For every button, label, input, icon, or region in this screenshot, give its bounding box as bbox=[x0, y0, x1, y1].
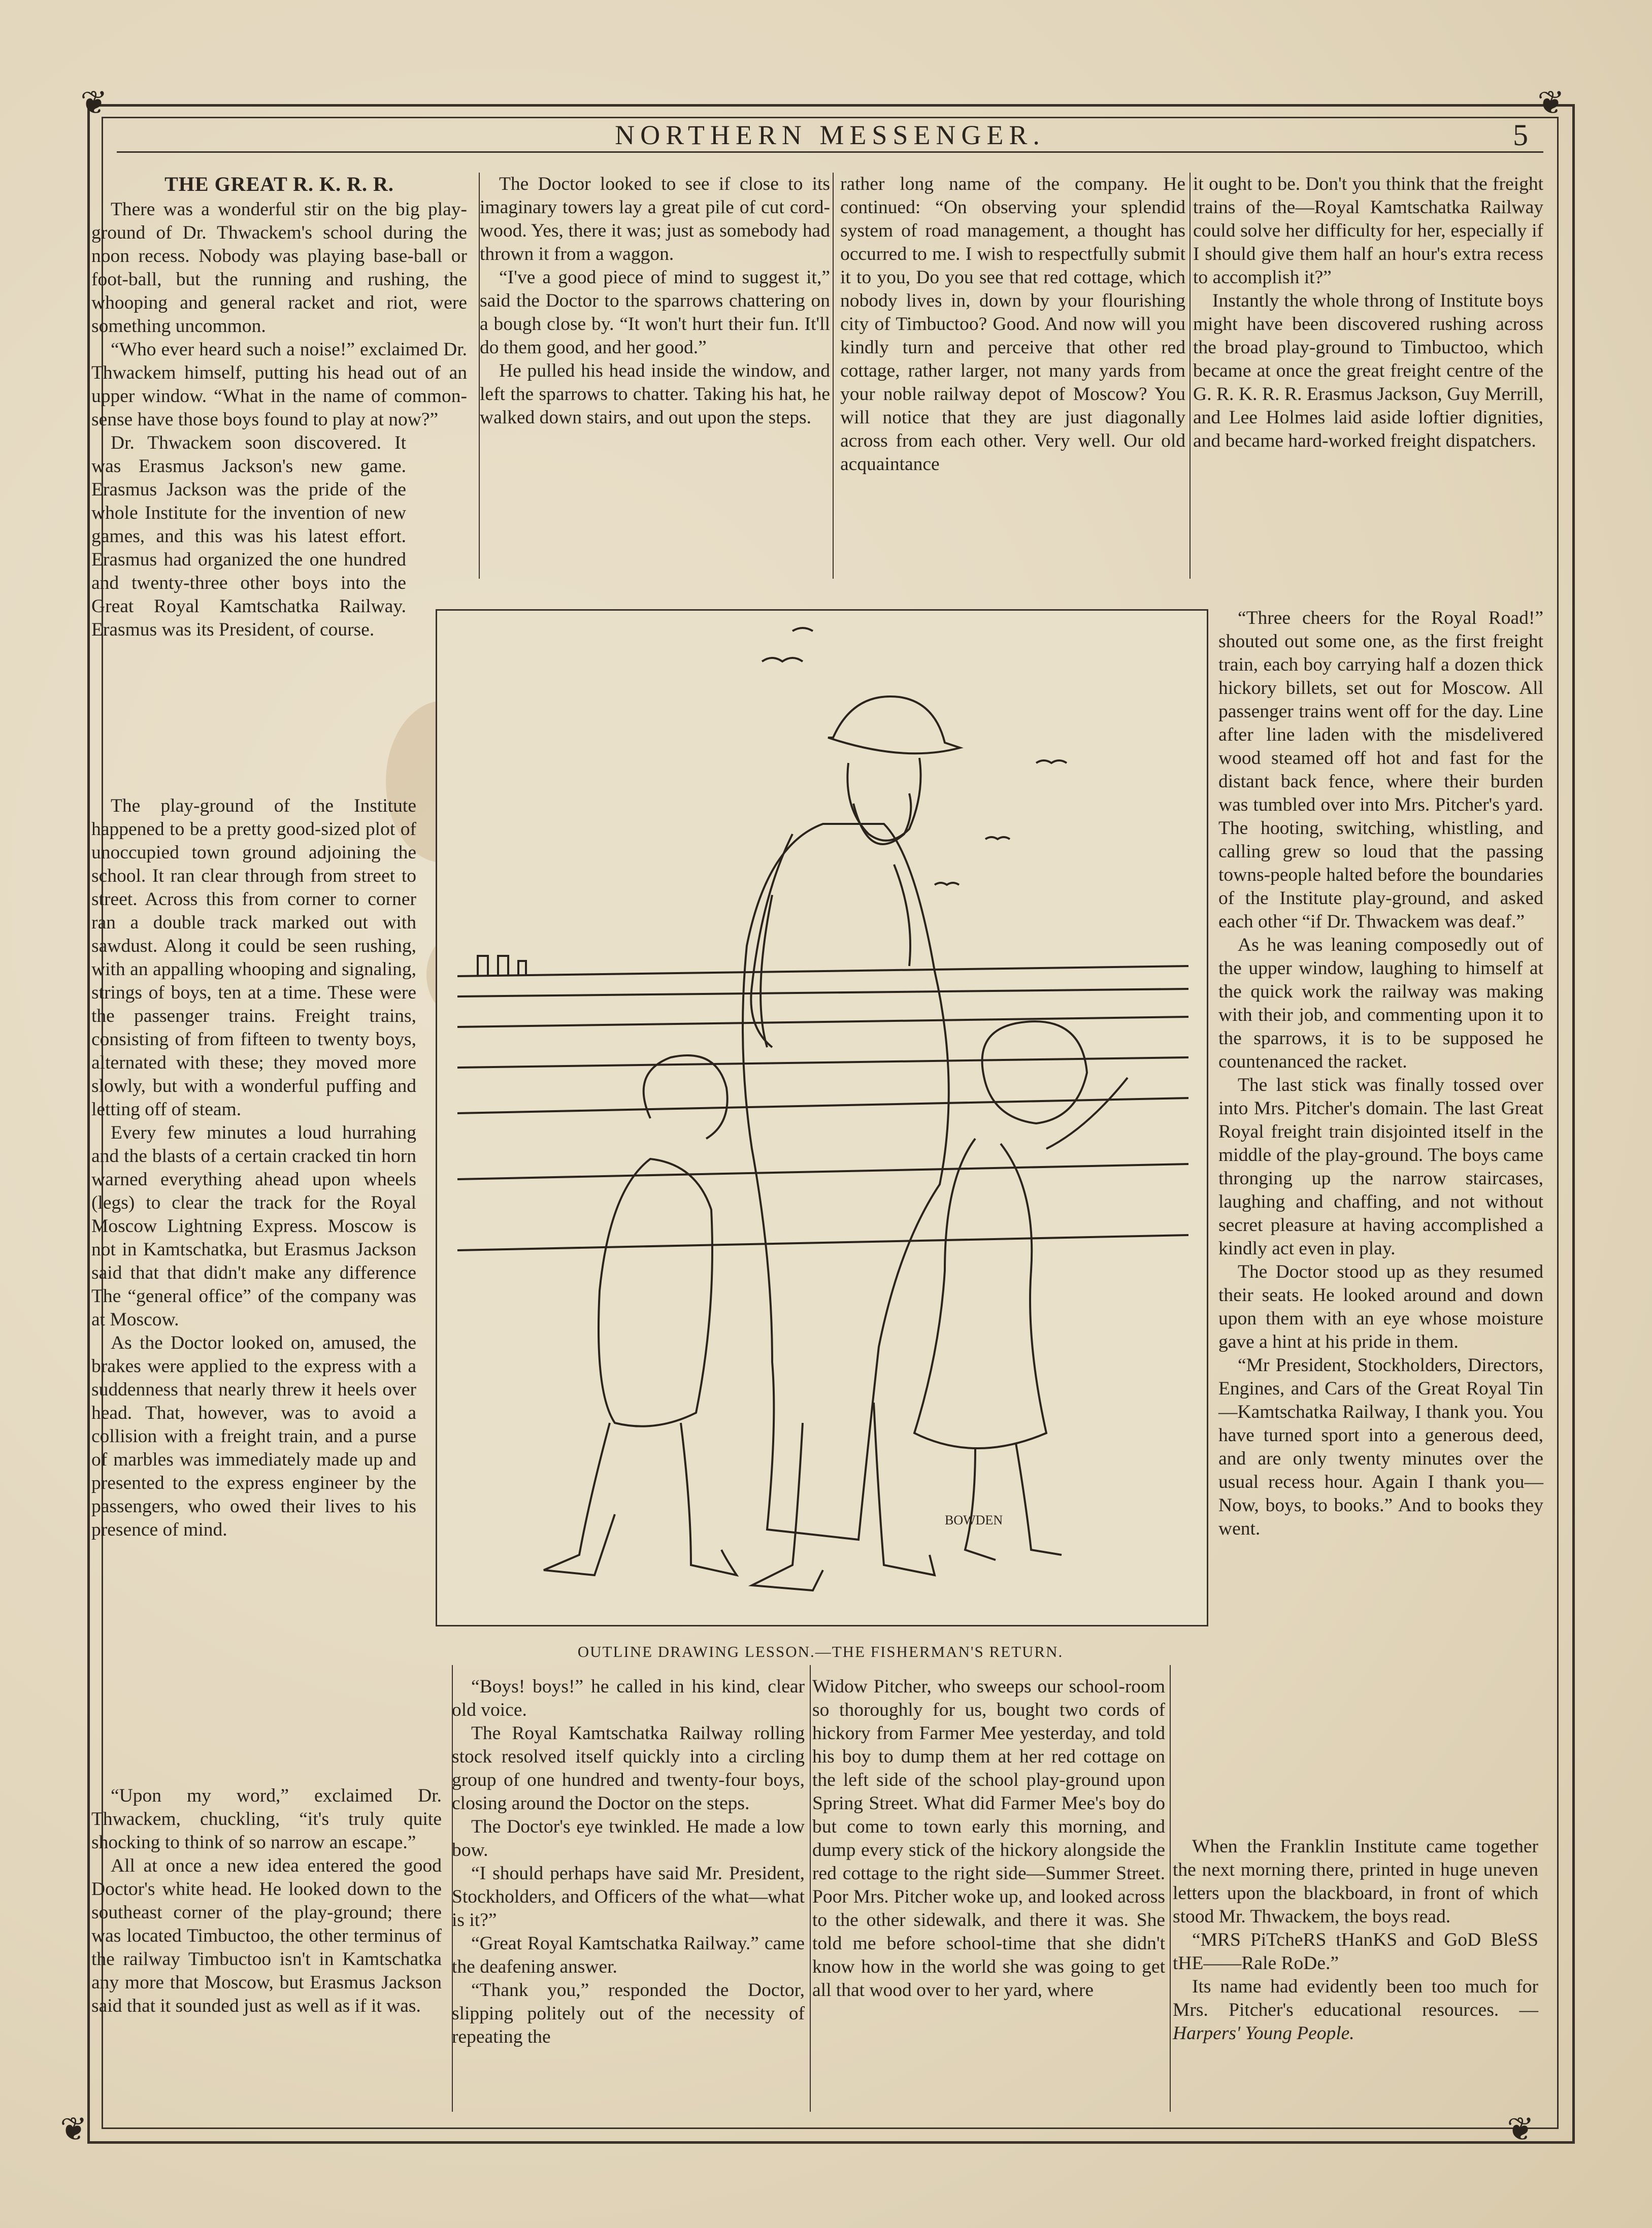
column-rule bbox=[1170, 1665, 1171, 2112]
paragraph: As the Doctor looked on, amused, the brakes were applied to the express with a suddenness that nearly threw it heels over head. That, however, was to avoid a collision with a freight train, and a purse of marbles was immediately made up and presented to the express engineer by the passengers, who owed their lives to his presence of mind. bbox=[91, 1333, 416, 1540]
sea-line bbox=[457, 1057, 1188, 1068]
fisherman-net bbox=[751, 834, 792, 1047]
boy-leg bbox=[681, 1423, 737, 1575]
page-header bbox=[117, 119, 1543, 153]
bird-icon bbox=[985, 837, 1010, 839]
paragraph: “Upon my word,” exclaimed Dr. Thwackem, chuckling, “it's truly quite shocking to think of so narrow an escape.” bbox=[91, 1785, 442, 1853]
paragraph: “Who ever heard such a noise!” exclaimed Dr. Thwackem himself, putting his head out of an upper window. “What in the name of common-sense have those boys found to play at now?” bbox=[91, 339, 467, 430]
column-1-narrow bbox=[91, 794, 416, 1542]
girl-dress bbox=[914, 1139, 1046, 1448]
girl-leg bbox=[1016, 1443, 1062, 1555]
bird-icon bbox=[792, 628, 813, 631]
paragraph: “I should perhaps have said Mr. President, Stockholders, and Officers of the what—what is it?” bbox=[452, 1863, 805, 1931]
paragraph: “MRS PiTcheRS tHanKS and GoD BleSS tHE——Rale RoDe.” bbox=[1173, 1930, 1538, 1974]
girl-arm bbox=[1046, 1078, 1128, 1149]
page-number: 5 bbox=[1513, 118, 1528, 152]
masthead: NORTHERN MESSENGER. bbox=[615, 120, 1045, 150]
fisherman-hat bbox=[828, 696, 960, 753]
column-rule bbox=[833, 173, 834, 579]
source-credit: Harpers' Young People. bbox=[1173, 2023, 1354, 2044]
paragraph: it ought to be. Don't you think that the freight trains of the—Royal Kamtschatka Railway could solve her difficulty for her, especially if I should give them half an hour's extra recess to accomplish it?” bbox=[1193, 174, 1543, 288]
article-title: THE GREAT R. K. R. R. bbox=[164, 173, 394, 195]
paragraph: He pulled his head inside the window, and left the sparrows to chatter. Taking his hat, he walked down stairs, and out upon the steps. bbox=[480, 360, 830, 428]
paragraph: There was a wonderful stir on the big play-ground of Dr. Thwackem's school during the noon recess. Nobody was playing base-ball or foot-ball, but the running and rushing, the whooping and general racket and riot, were something uncommon. bbox=[91, 199, 467, 337]
column-rule bbox=[810, 1665, 811, 2112]
paragraph: The last stick was finally tossed over into Mrs. Pitcher's domain. The last Great Royal freight train disjointed itself in the middle of the play-ground. The boys came thronging up the narrow staircases, laughing and chaffing, and not without secret pleasure at having accomplished a kindly act even in play. bbox=[1218, 1075, 1543, 1259]
paragraph: The Doctor looked to see if close to its imaginary towers lay a great pile of cut cord-wood. Yes, there it was; just as somebody had thrown it from a waggon. bbox=[480, 174, 830, 264]
column-4-narrow bbox=[1218, 607, 1543, 1541]
bird-icon bbox=[762, 658, 803, 661]
engraving-illustration bbox=[436, 609, 1208, 1626]
corner-ornament-icon: ❦ bbox=[1537, 84, 1565, 122]
boy-head bbox=[644, 1055, 728, 1139]
paragraph: All at once a new idea entered the good Doctor's white head. He looked down to the southeast corner of the play-ground; there was located Timbuctoo, the other terminus of the railway Timbuctoo isn't in Kamtschatka any more that Moscow, but Erasmus Jackson said that it sounded just as well as if it was. bbox=[91, 1855, 442, 2016]
fisherman-body bbox=[743, 824, 949, 1540]
paragraph: The Doctor's eye twinkled. He made a low bow. bbox=[452, 1816, 805, 1860]
column-1 bbox=[91, 173, 467, 642]
paragraph: Every few minutes a loud hurrahing and the blasts of a certain cracked tin horn warned everything ahead upon wheels (legs) to clear the track for the Royal Moscow Lightning Express. Moscow is not in Kamtschatka, but Erasmus Jackson said that that didn't make any difference The “general office” of the company was at Moscow. bbox=[91, 1122, 416, 1330]
girl-leg bbox=[965, 1448, 996, 1560]
paragraph: Instantly the whole throng of Institute boys might have been discovered rushing across the broad play-ground to Timbuctoo, which became at once the great freight centre of the G. R. K. R. R. Erasmus Jackson, Guy Merrill, and Lee Holmes laid aside loftier dignities, and became hard-worked freight dispatchers. bbox=[1193, 290, 1543, 451]
paragraph: The Royal Kamtschatka Railway rolling stock resolved itself quickly into a circling group of one hundred and twenty-four boys, closing around the Doctor on the steps. bbox=[452, 1723, 805, 1814]
column-3-top bbox=[840, 173, 1185, 476]
sea-line bbox=[457, 1098, 1188, 1113]
sea-line bbox=[457, 1017, 1188, 1027]
paragraph: “Thank you,” responded the Doctor, slipping politely out of the necessity of repeating the bbox=[452, 1980, 805, 2047]
paragraph: The Doctor stood up as they resumed their seats. He looked around and down upon them with an eye whose moisture gave a hint at his pride in them. bbox=[1218, 1261, 1543, 1352]
fisherman-boot bbox=[752, 1423, 823, 1590]
bird-icon bbox=[935, 883, 959, 885]
paragraph: Dr. Thwackem soon discovered. It was Erasmus Jackson's new game. Erasmus Jackson was the pride of the whole Institute for the invention of new games, and this was his latest effort. Erasmus had organized the one hundred and twenty-three other boys into the Great Royal Kamtschatka Railway. Erasmus was its President, of course. bbox=[91, 433, 406, 640]
boy-body bbox=[599, 1159, 712, 1426]
paragraph: “Mr President, Stockholders, Directors, Engines, and Cars of the Great Royal Tin—Kamtschatka Railway, I thank you. You have turned sport into a generous deed, and are only twenty minutes over the usual recess hour. Again I thank you—Now, boys, to books.” And to books they went. bbox=[1218, 1355, 1543, 1539]
fisherman-boot bbox=[874, 1403, 935, 1575]
horizon-line bbox=[457, 966, 1188, 976]
artist-signature: BOWDEN bbox=[945, 1513, 1003, 1527]
girl-head bbox=[982, 1021, 1087, 1123]
paragraph: Widow Pitcher, who sweeps our school-room so thoroughly for us, bought two cords of hickory from Farmer Mee yesterday, and told his boy to dump them at her red cottage on the left side of the school play-ground upon Spring Street. What did Farmer Mee's boy do but come to town early this morning, and dump every stick of the hickory alongside the red cottage to the right side—Summer Street. Poor Mrs. Pitcher woke up, and looked across to the other sidewalk, and there it was. She told me before school-time that she didn't know how in the world she was going to get all that wood over to her yard, where bbox=[812, 1676, 1165, 2001]
paragraph: “Boys! boys!” he called in his kind, clear old voice. bbox=[452, 1676, 805, 1720]
paragraph bbox=[1173, 1975, 1538, 2045]
paragraph: “Three cheers for the Royal Road!” shouted out some one, as the first freight train, each boy carrying half a dozen thick hickory billets, set out for Moscow. All passenger trains went off for the day. Line after line laden with the misdelivered wood steamed off hot and fast for the distant back fence, where their burden was tumbled over into Mrs. Pitcher's yard. The hooting, switching, whistling, and calling grew so loud that the passing towns-people halted before the boundaries of the Institute play-ground, and asked each other “if Dr. Thwackem was deaf.” bbox=[1218, 608, 1543, 932]
distant-boats bbox=[478, 956, 526, 976]
sea-line bbox=[457, 1164, 1188, 1179]
column-2-bottom bbox=[452, 1675, 805, 2049]
paragraph: “Great Royal Kamtschatka Railway.” came the deafening answer. bbox=[452, 1933, 805, 1977]
paragraph: As he was leaning composedly out of the upper window, laughing to himself at the quick work the railway was making with their job, and commenting upon it to the sparrows, it is to be supposed he countenanced the racket. bbox=[1218, 935, 1543, 1072]
column-rule bbox=[1190, 173, 1191, 579]
column-2-top bbox=[480, 173, 830, 429]
paragraph: rather long name of the company. He continued: “On observing your splendid system of road management, a thought has occurred to me. I wish to respectfully submit it to you, Do you see that red cottage, which nobody lives in, down by your flourishing city of Timbuctoo? Good. And now will you kindly turn and perceive that other red cottage, rather larger, not many yards from your noble railway depot of Moscow? You will notice that they are just diagonally across from each other. Very well. Our old acquaintance bbox=[840, 174, 1185, 475]
boy-leg bbox=[544, 1423, 615, 1575]
fisherman-arm bbox=[894, 864, 910, 966]
column-3-bottom bbox=[812, 1675, 1165, 2002]
closing-text: Its name had evidently been too much for Mrs. Pitcher's educational resources. — bbox=[1173, 1976, 1538, 2020]
illustration-caption: OUTLINE DRAWING LESSON.—THE FISHERMAN'S RETURN. bbox=[577, 1643, 1064, 1660]
column-1-bottom bbox=[91, 1784, 442, 2018]
bird-icon bbox=[1036, 760, 1067, 763]
fisherman-engraving bbox=[437, 611, 1207, 1625]
corner-ornament-icon: ❦ bbox=[80, 84, 108, 122]
column-4-bottom bbox=[1173, 1835, 1538, 2045]
fisherman-beard bbox=[853, 793, 911, 844]
paragraph: The play-ground of the Institute happened to be a pretty good-sized plot of unoccupied town ground adjoining the school. It ran clear through from street to street. Across this from corner to corner ran a double track marked out with sawdust. Along it could be seen rushing, with an appalling whooping and signaling, strings of boys, ten at a time. These were the passenger trains. Freight trains, consisting of from fifteen to twenty boys, alternated with these; they moved more slowly, but with a wonderful puffing and letting off of steam. bbox=[91, 795, 416, 1120]
paragraph: When the Franklin Institute came together the next morning there, printed in huge uneven letters upon the blackboard, in front of which stood Mr. Thwackem, the boys read. bbox=[1173, 1836, 1538, 1927]
corner-ornament-icon: ❦ bbox=[1507, 2111, 1534, 2148]
corner-ornament-icon: ❦ bbox=[60, 2111, 87, 2148]
paragraph: “I've a good piece of mind to suggest it,” said the Doctor to the sparrows chattering on a bough close by. “It won't hurt their fun. It'll do them good, and her good.” bbox=[480, 267, 830, 358]
shore-line bbox=[457, 1235, 1188, 1250]
column-4-top bbox=[1193, 173, 1543, 453]
sea-line bbox=[457, 989, 1188, 996]
